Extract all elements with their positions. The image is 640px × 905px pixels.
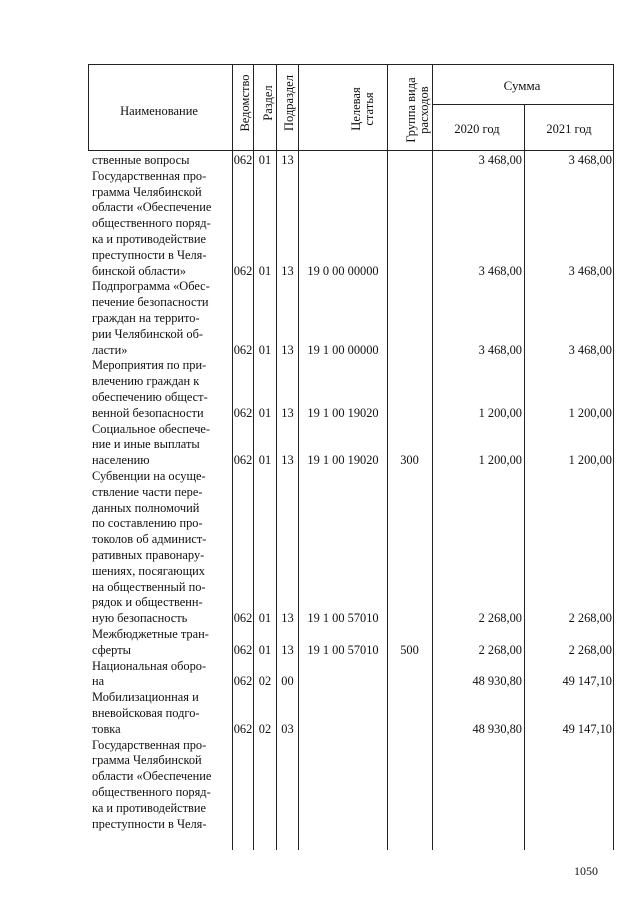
amount-2021: 2 268,00 — [568, 642, 612, 657]
amount-2021: 3 468,00 — [568, 342, 612, 357]
row-name-line: вневойсковая подго- — [92, 706, 200, 720]
code-podrazdel: 13 — [281, 405, 294, 420]
row-name-line: ние и иные выплаты — [92, 437, 200, 452]
row-name-line: грамма Челябинской — [92, 184, 202, 199]
amount-2020: 3 468,00 — [478, 263, 522, 278]
row-name-line: на общественный по- — [92, 579, 206, 594]
page-number: 1050 — [574, 864, 598, 878]
row-name-line: области «Обеспечение — [92, 769, 212, 784]
code-celevaya-statya: 19 1 00 00000 — [307, 342, 379, 357]
amount-2020: 1 200,00 — [478, 405, 522, 420]
row-name-line: влечению граждан к — [92, 374, 200, 389]
amount-2021: 1 200,00 — [568, 405, 612, 420]
code-vedomstvo: 062 — [233, 674, 253, 689]
amount-2021: 3 468,00 — [568, 153, 612, 167]
code-celevaya-statya: 19 1 00 57010 — [307, 611, 379, 626]
amount-2020: 2 268,00 — [478, 642, 522, 657]
code-vid-rashodov: 500 — [400, 642, 419, 657]
row-name-line: ративных правонару- — [92, 548, 205, 562]
amount-2021: 3 468,00 — [568, 263, 612, 278]
row-name-line: Социальное обеспече- — [92, 421, 211, 436]
row-name-line: ственные вопросы — [92, 153, 190, 167]
row-name-line: грамма Челябинской — [92, 753, 202, 768]
code-podrazdel: 03 — [281, 721, 294, 736]
amount-2021: 2 268,00 — [568, 611, 612, 626]
row-name-line: товка — [92, 721, 121, 736]
amount-2021: 49 147,10 — [562, 721, 612, 736]
row-name-line: на — [92, 674, 105, 689]
header-name: Наименование — [120, 104, 198, 118]
header-razdel: Раздел — [261, 85, 275, 121]
code-vedomstvo: 062 — [233, 405, 253, 420]
header-celevaya-statya: Целевая статья — [349, 87, 376, 131]
code-vedomstvo: 062 — [233, 453, 253, 468]
amount-2020: 3 468,00 — [478, 153, 522, 167]
row-name-line: преступности в Челя- — [92, 816, 207, 831]
row-name-line: Национальная оборо- — [92, 658, 207, 673]
code-razdel: 01 — [258, 642, 272, 657]
code-vedomstvo: 062 — [233, 153, 253, 167]
row-name-line: по составлению про- — [92, 516, 203, 531]
row-name-line: преступности в Челя- — [92, 247, 207, 262]
row-name-line: токолов об админист- — [92, 532, 207, 547]
code-celevaya-statya: 19 1 00 19020 — [307, 453, 379, 468]
row-name-line: обеспечению общест- — [92, 390, 208, 404]
row-name-line: ласти» — [92, 342, 128, 357]
header-podrazdel: Подраздел — [282, 75, 296, 131]
row-name-line: рядок и общественн- — [92, 595, 203, 610]
header-year-2021: 2021 год — [546, 122, 592, 136]
row-name-line: рии Челябинской об- — [92, 326, 203, 341]
code-celevaya-statya: 19 0 00 00000 — [307, 263, 379, 278]
code-podrazdel: 13 — [281, 642, 294, 657]
header-year-2020: 2020 год — [454, 122, 500, 136]
header-gruppa-vida-rashodov: Группа вида расходов — [404, 77, 431, 143]
header-summa: Сумма — [503, 78, 541, 93]
code-vedomstvo: 062 — [233, 721, 253, 736]
code-razdel: 02 — [258, 674, 272, 689]
table-horizontal-rule — [432, 104, 613, 105]
code-podrazdel: 13 — [281, 611, 294, 626]
code-vedomstvo: 062 — [233, 263, 253, 278]
row-name-line: Подпрограмма «Обес- — [92, 279, 210, 294]
row-name-line: Мероприятия по при- — [92, 358, 207, 373]
code-razdel: 01 — [258, 611, 272, 626]
row-name-line: ную безопасность — [92, 611, 188, 626]
code-razdel: 01 — [258, 263, 272, 278]
row-name-line: общественного поряд- — [92, 216, 211, 231]
amount-2020: 2 268,00 — [478, 611, 522, 626]
row-name-line: данных полномочий — [92, 500, 200, 515]
amount-2021: 49 147,10 — [562, 674, 612, 689]
row-name-line: области «Обеспечение — [92, 200, 212, 215]
row-name-line: населению — [92, 453, 150, 468]
code-podrazdel: 13 — [281, 453, 294, 468]
code-razdel: 01 — [258, 453, 272, 468]
amount-2020: 1 200,00 — [478, 453, 522, 468]
code-podrazdel: 13 — [281, 153, 294, 167]
code-vedomstvo: 062 — [233, 342, 253, 357]
code-razdel: 01 — [258, 405, 272, 420]
amount-2020: 48 930,80 — [472, 674, 522, 689]
code-podrazdel: 13 — [281, 263, 294, 278]
code-vedomstvo: 062 — [233, 642, 253, 657]
amount-2020: 3 468,00 — [478, 342, 522, 357]
row-name-line: ка и противодействие — [92, 232, 206, 246]
code-celevaya-statya: 19 1 00 19020 — [307, 405, 379, 420]
row-name-line: венной безопасности — [92, 405, 204, 420]
row-name-line: Мобилизационная и — [92, 690, 199, 705]
row-name-line: ка и противодействие — [92, 800, 206, 815]
amount-2020: 48 930,80 — [472, 721, 522, 736]
row-name-line: общественного поряд- — [92, 785, 211, 799]
code-vid-rashodov: 300 — [400, 453, 419, 468]
row-name-line: Межбюджетные тран- — [92, 627, 209, 641]
row-name-line: ствление части пере- — [92, 484, 203, 499]
code-celevaya-statya: 19 1 00 57010 — [307, 642, 379, 657]
amount-2021: 1 200,00 — [568, 453, 612, 468]
row-name-line: печение безопасности — [92, 295, 209, 310]
header-vedomstvo: Ведомство — [238, 74, 252, 132]
table-vertical-rule — [298, 64, 299, 850]
row-name-line: Государственная про- — [92, 168, 207, 183]
table-vertical-rule — [613, 64, 614, 850]
row-name-line: шениях, посягающих — [92, 563, 205, 578]
code-razdel: 01 — [258, 153, 272, 167]
code-razdel: 01 — [258, 342, 272, 357]
code-podrazdel: 00 — [281, 674, 294, 689]
row-name-line: бинской области» — [92, 263, 186, 278]
row-name-line: сферты — [92, 642, 131, 657]
code-vedomstvo: 062 — [233, 611, 253, 626]
table-vertical-rule — [524, 104, 525, 850]
code-podrazdel: 13 — [281, 342, 294, 357]
code-razdel: 02 — [258, 721, 272, 736]
row-name-line: Субвенции на осуще- — [92, 469, 206, 483]
row-name-line: граждан на террито- — [92, 311, 200, 325]
row-name-line: Государственная про- — [92, 737, 207, 752]
